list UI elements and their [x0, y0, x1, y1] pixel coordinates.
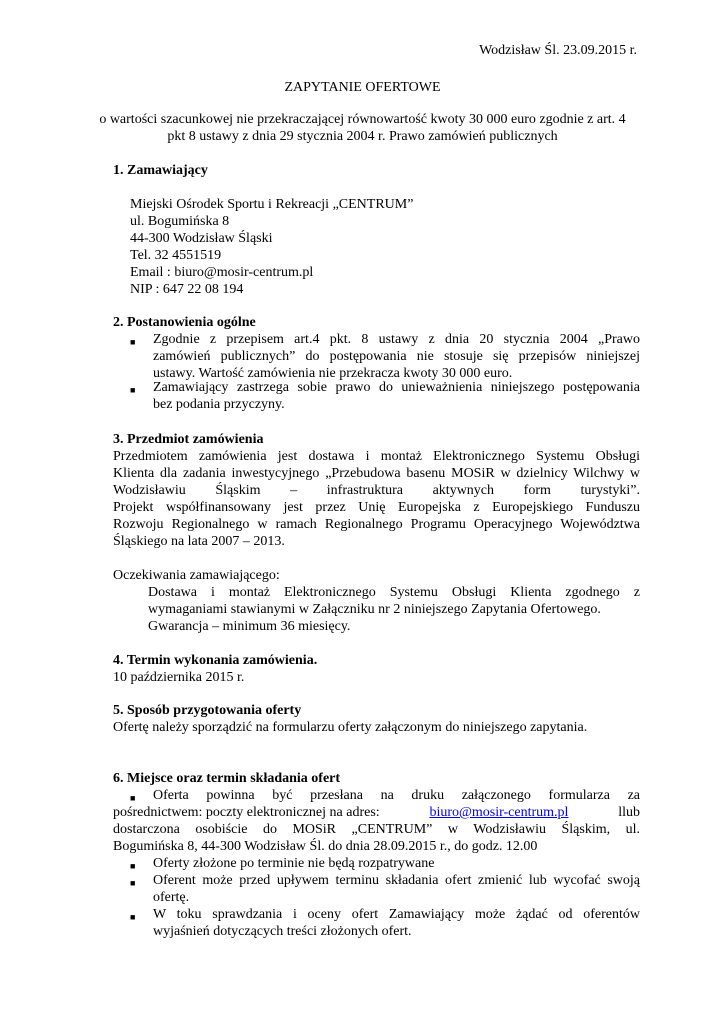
paragraph-line: Projekt współfinansowany jest przez Unię Europejska z Europejskiego Funduszu: [113, 500, 640, 515]
section-2-heading: 2. Postanowienia ogólne: [113, 315, 256, 330]
paragraph-line: bez podania przyczyny.: [153, 397, 285, 412]
section-6-heading: 6. Miejsce oraz termin składania ofert: [113, 771, 341, 786]
paragraph-line: Oferent może przed upływem terminu składania ofert zmienić lub wycofać swoją: [153, 873, 640, 888]
section-4-heading: 4. Termin wykonania zamówienia.: [113, 653, 318, 668]
paragraph-line: W toku sprawdzania i oceny ofert Zamawiający może żądać od oferentów: [153, 907, 640, 922]
bullet-icon: ■: [130, 912, 136, 922]
completion-date: 10 października 2015 r.: [113, 670, 245, 685]
orderer-name: Miejski Ośrodek Sportu i Rekreacji „CENTRUM”: [130, 197, 414, 212]
subtitle-line: o wartości szacunkowej nie przekraczającej równowartość kwoty 30 000 euro zgodnie z art. 4: [99, 112, 626, 127]
email-link[interactable]: biuro@mosir-centrum.pl: [429, 805, 569, 820]
paragraph-line: wymaganiami stawianymi w Załączniku nr 2 niniejszego Zapytania Ofertowego.: [148, 602, 601, 617]
paragraph-line: Bogumińska 8, 44-300 Wodzisław Śl. do dnia 28.09.2015 r., do godz. 12.00: [113, 839, 538, 854]
section-3-heading: 3. Przedmiot zamówienia: [113, 432, 264, 447]
paragraph-line: Gwarancja – minimum 36 miesięcy.: [148, 619, 351, 634]
paragraph-line: Przedmiotem zamówienia jest dostawa i montaż Elektronicznego Systemu Obsługi: [113, 449, 640, 464]
paragraph-line: Wodzisławiu Śląskim – infrastruktura aktywnych form turystyki”.: [113, 483, 640, 498]
paragraph-line: Dostawa i montaż Elektronicznego Systemu Obsługi Klienta zgodnego z: [148, 585, 640, 600]
paragraph-line: Rozwoju Regionalnego w ramach Regionalnego Programu Operacyjnego Województwa: [113, 517, 640, 532]
section-5-heading: 5. Sposób przygotowania oferty: [113, 703, 302, 718]
paragraph-line: ofertę.: [153, 890, 190, 905]
paragraph-line-with-email: [113, 804, 640, 821]
subtitle-line: pkt 8 ustawy z dnia 29 stycznia 2004 r. Prawo zamówień publicznych: [167, 129, 558, 144]
orderer-street: ul. Bogumińska 8: [130, 214, 230, 229]
bullet-icon: ■: [130, 878, 136, 888]
paragraph-line: wyjaśnień dotyczących treści złożonych ofert.: [153, 924, 412, 939]
paragraph-line: Zamawiający zastrzega sobie prawo do unieważnienia niniejszego postępowania: [153, 380, 640, 395]
paragraph-text: pośrednictwem: poczty elektronicznej na adres:: [113, 805, 380, 820]
paragraph-line: Ofertę należy sporządzić na formularzu oferty załączonym do niniejszego zapytania.: [113, 720, 588, 735]
bullet-icon: ■: [130, 337, 136, 347]
paragraph-line: Śląskiego na lata 2007 – 2013.: [113, 534, 285, 549]
bullet-icon: ■: [130, 385, 136, 395]
orderer-nip: NIP : 647 22 08 194: [130, 282, 244, 297]
document-title: ZAPYTANIE OFERTOWE: [284, 80, 441, 95]
paragraph-line: Oferty złożone po terminie nie będą rozpatrywane: [153, 856, 435, 871]
paragraph-text: llub: [618, 805, 640, 820]
paragraph-line: Oferta powinna być przesłana na druku załączonego formularza za: [153, 788, 640, 803]
orderer-city: 44-300 Wodzisław Śląski: [130, 231, 273, 246]
orderer-phone: Tel. 32 4551519: [130, 248, 222, 263]
expectations-label: Oczekiwania zamawiającego:: [113, 568, 280, 583]
paragraph-line: Zgodnie z przepisem art.4 pkt. 8 ustawy z dnia 20 stycznia 2004 „Prawo: [153, 332, 640, 347]
orderer-email: Email : biuro@mosir-centrum.pl: [130, 265, 314, 280]
bullet-icon: ■: [130, 793, 136, 803]
paragraph-line: ustawy. Wartość zamówienia nie przekracza kwoty 30 000 euro.: [153, 366, 513, 381]
paragraph-line: dostarczona osobiście do MOSiR „CENTRUM” w Wodzisławiu Śląskim, ul.: [113, 822, 640, 837]
place-date: Wodzisław Śl. 23.09.2015 r.: [479, 43, 637, 58]
section-1-heading: 1. Zamawiający: [113, 163, 208, 178]
bullet-icon: ■: [130, 861, 136, 871]
paragraph-line: Klienta dla zadania inwestycyjnego „Przebudowa basenu MOSiR w dzielnicy Wilchwy w: [113, 466, 640, 481]
paragraph-line: zamówień publicznych” do postępowania nie stosuje się przepisów niniejszej: [153, 349, 640, 364]
